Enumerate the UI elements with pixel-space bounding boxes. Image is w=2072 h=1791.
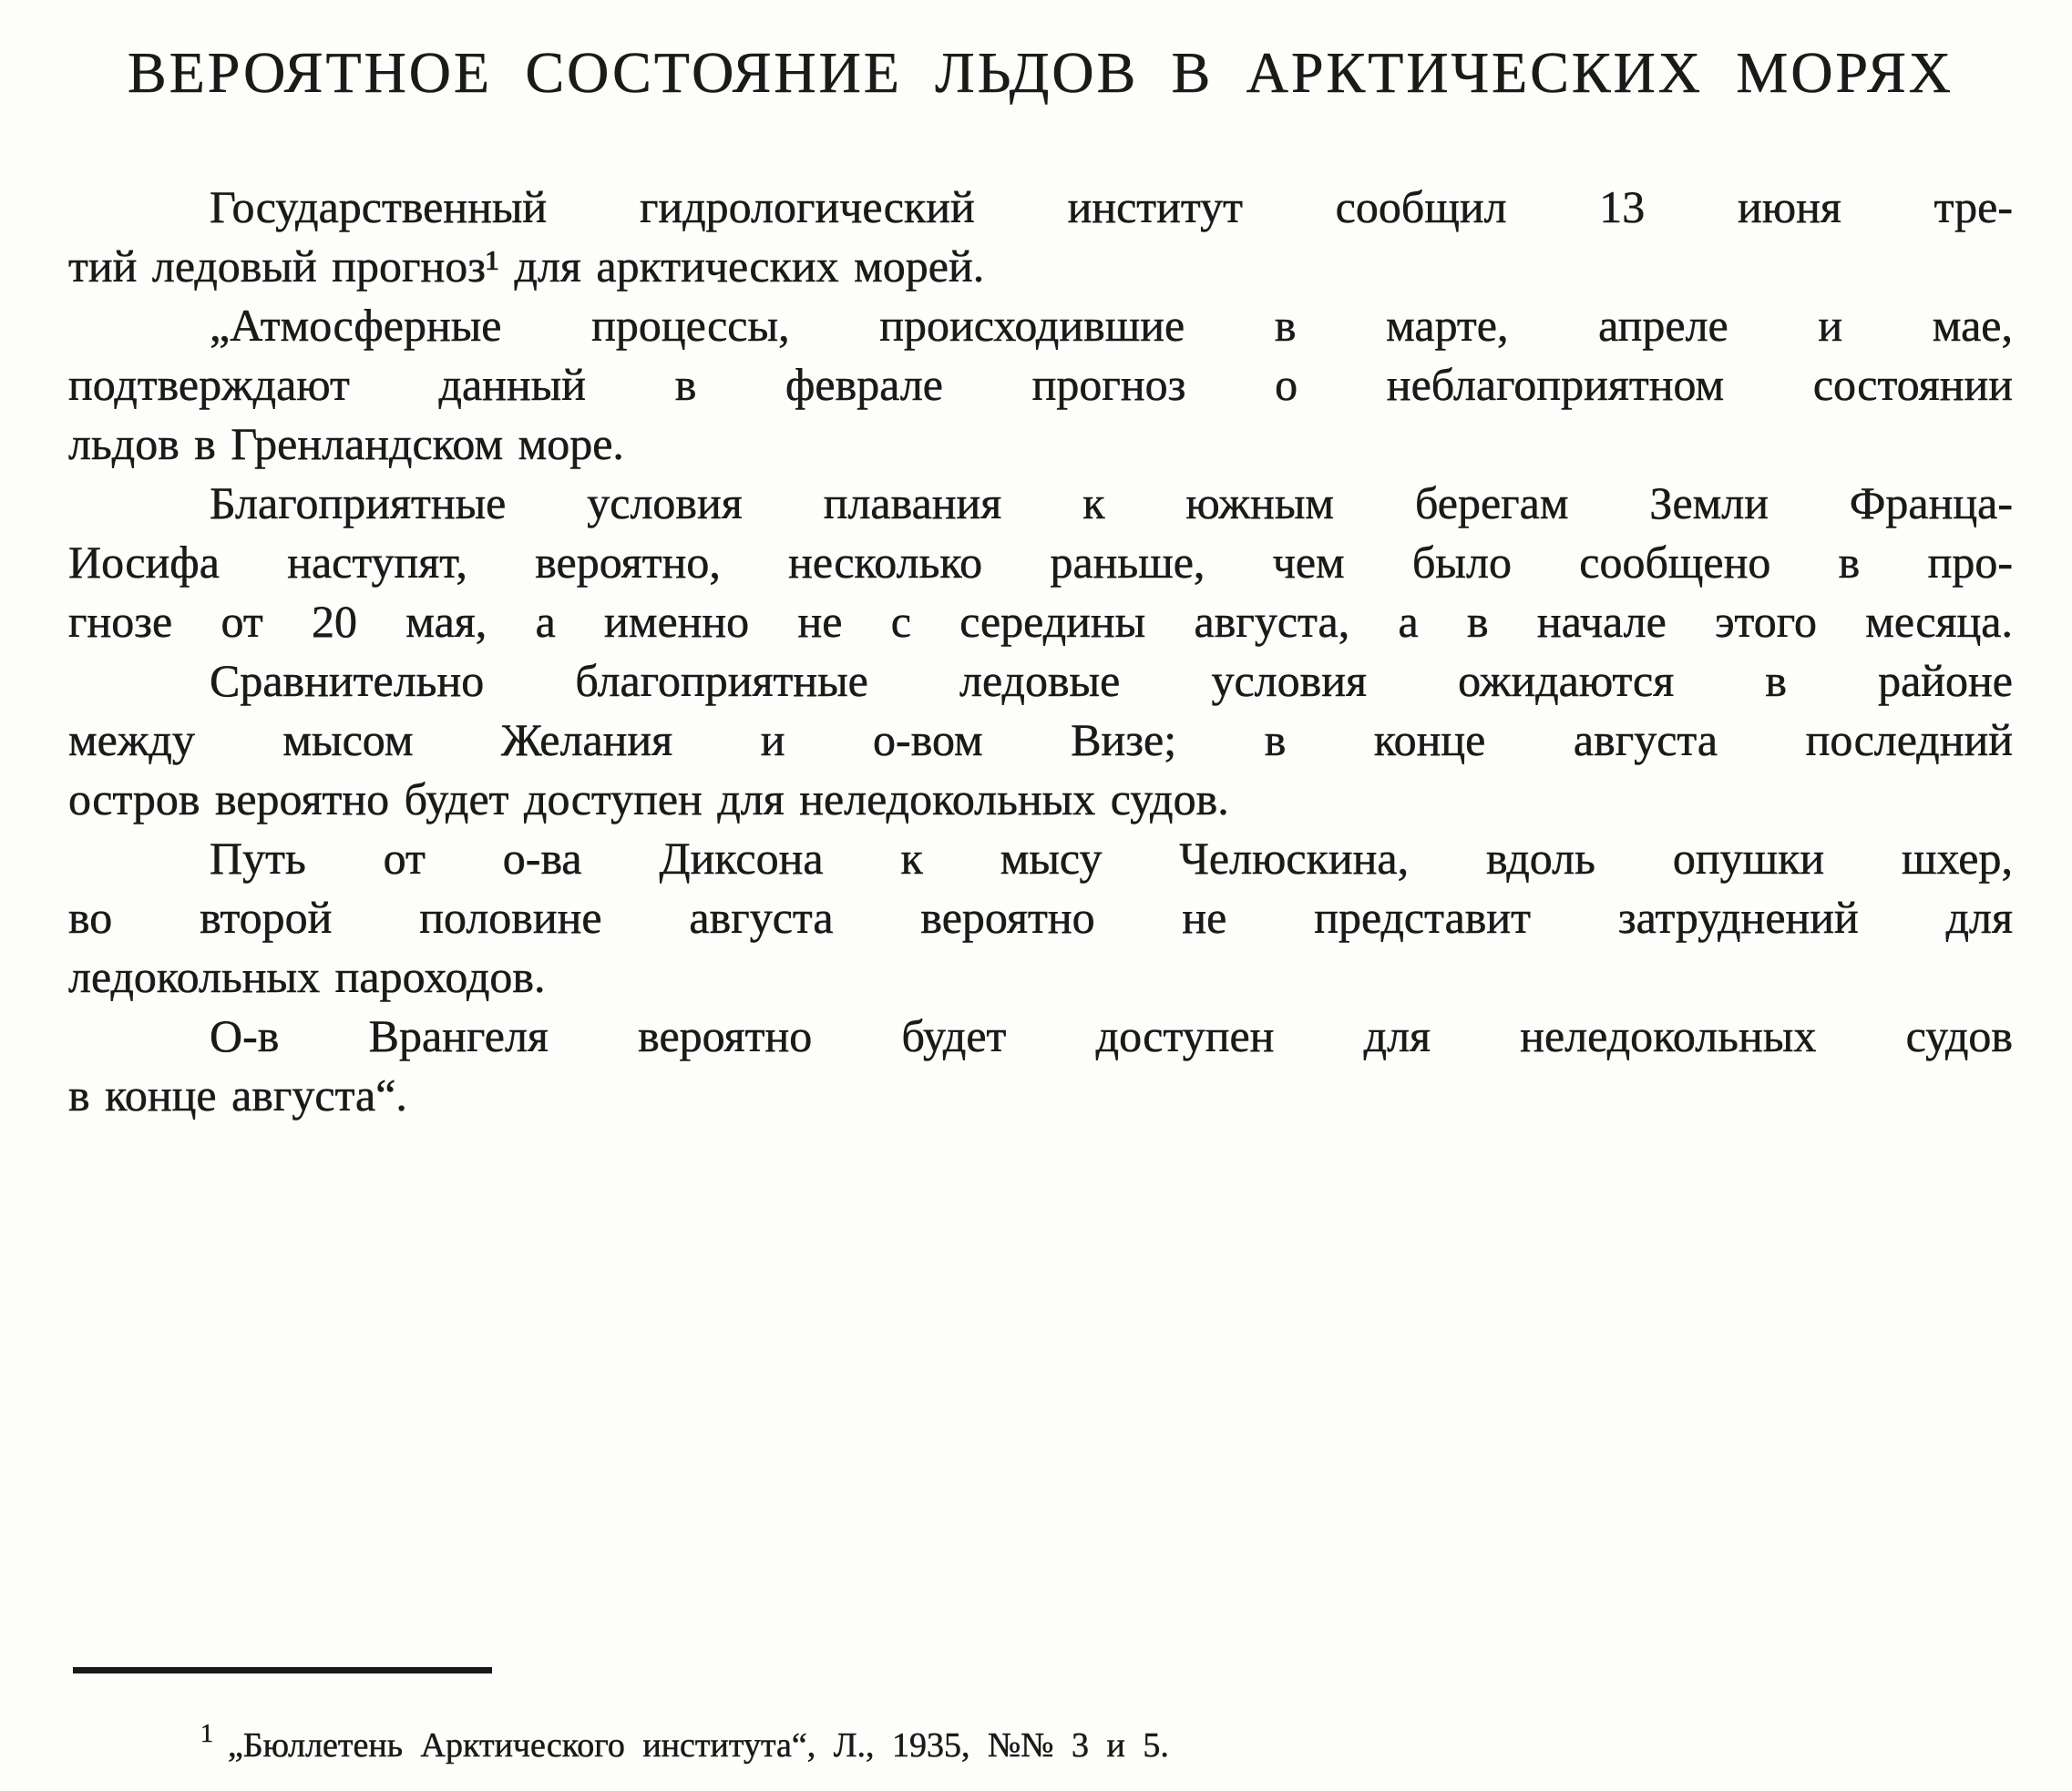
document-body [68, 178, 2013, 1125]
text-line: О-в Врангеля вероятно будет доступен для неледокольных судов [210, 1010, 2013, 1061]
footnote [68, 1712, 2013, 1768]
footnote-marker: 1 [200, 1720, 213, 1748]
text-line: Путь от о-ва Диксона к мысу Челюскина, вдоль опушки шхер, [210, 833, 2013, 884]
text-line: льдов в Гренландском море. [68, 418, 624, 469]
text-line: в конце августа“. [68, 1069, 407, 1121]
document-title: ВЕРОЯТНОЕ СОСТОЯНИЕ ЛЬДОВ В АРКТИЧЕСКИХ МОРЯХ [128, 40, 1954, 105]
text-line: во второй половине августа вероятно не представит затруднений для [68, 892, 2013, 943]
text-line: Государственный гидрологический институт сообщил 13 июня тре- [210, 181, 2013, 232]
text-line: остров вероятно будет доступен для неледокольных судов. [68, 773, 1229, 824]
text-line: Сравнительно благоприятные ледовые условия ожидаются в районе [210, 655, 2013, 706]
text-line: подтверждают данный в феврале прогноз о неблагоприятном состоянии [68, 359, 2013, 410]
footnote-text: „Бюллетень Арктического института“, Л., 1935, №№ 3 и 5. [228, 1726, 1169, 1765]
text-line: Благоприятные условия плавания к южным берегам Земли Франца- [210, 477, 2013, 528]
text-line: ледокольных пароходов. [68, 951, 546, 1002]
text-line: между мысом Желания и о-вом Визе; в конце августа последний [68, 714, 2013, 765]
text-line: гнозе от 20 мая, а именно не с середины августа, а в начале этого месяца. [68, 596, 2013, 647]
text-line: Иосифа наступят, вероятно, несколько раньше, чем было сообщено в про- [68, 537, 2013, 588]
text-line: „Атмосферные процессы, происходившие в марте, апреле и мае, [210, 300, 2013, 351]
text-line: тий ледовый прогноз¹ для арктических морей. [68, 241, 985, 292]
footnote-divider [73, 1667, 492, 1673]
